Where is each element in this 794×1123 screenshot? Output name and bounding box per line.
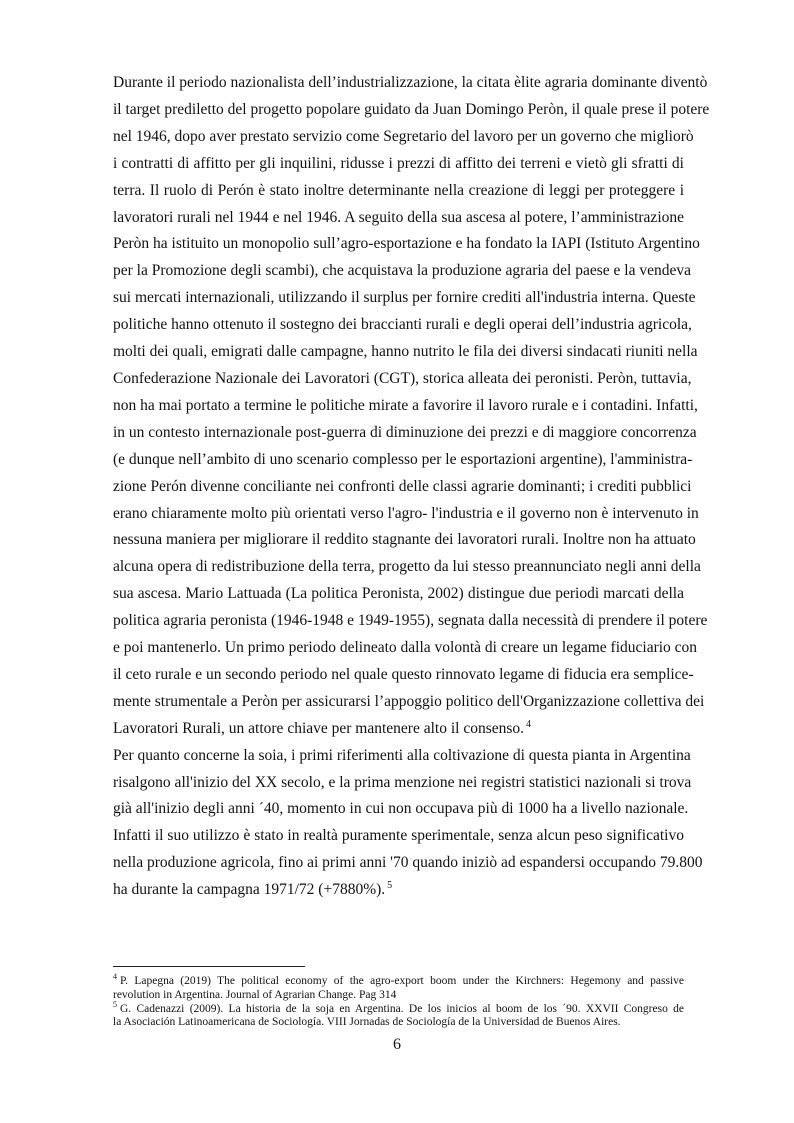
text-line	[113, 124, 694, 151]
text-line	[113, 662, 694, 689]
line-text: (e dunque nell’ambito di uno scenario complesso per le esportazioni argentine), l'amministra-	[113, 450, 693, 468]
text-line	[113, 366, 692, 393]
footnote-line	[113, 972, 684, 989]
line-text: nella produzione agricola, fino ai primi anni '70 quando iniziò ad espandersi occupando 79.800	[113, 854, 703, 872]
line-text: zione Perón divenne conciliante nei confronti delle classi agrarie dominanti; i crediti pubblici	[113, 477, 692, 495]
footnote-text: la Asociación Latinoamericana de Sociología. VIII Jornadas de Sociología de la Universidad de Buenos Aires.	[113, 1016, 621, 1029]
paragraph-2	[113, 743, 703, 904]
page-number: 6	[393, 1036, 401, 1053]
footnotes	[113, 972, 684, 1030]
text-line	[113, 178, 684, 205]
line-text: i contratti di affitto per gli inquilini, ridusse i prezzi di affitto dei terreni e vietò gli sfratti di	[113, 154, 684, 172]
line-text: politica agraria peronista (1946-1948 e 1949-1955), segnata dalla necessità di prendere il potere	[113, 612, 708, 630]
line-text: Lavoratori Rurali, un attore chiave per mantenere alto il consenso.	[113, 719, 525, 737]
text-line	[113, 393, 698, 420]
text-line	[113, 823, 684, 850]
footnote-reference[interactable]: 5	[387, 880, 393, 892]
text-line	[113, 770, 692, 797]
line-text: ha durante la campagna 1971/72 (+7880%).	[113, 881, 386, 899]
page-body	[113, 70, 710, 904]
text-line	[113, 420, 697, 447]
text-line	[113, 554, 701, 581]
text-line	[113, 850, 703, 877]
footnote-separator	[113, 966, 305, 967]
text-line	[113, 635, 698, 662]
footnote-text: G. Cadenazzi (2009). La historia de la soja en Argentina. De los inicios al boom de los ´90. XXVII Congreso de	[120, 1002, 684, 1015]
text-line	[113, 285, 696, 312]
line-text: erano chiaramente molto più orientati verso l'agro- l'industria e il governo non è intervenuto in	[113, 504, 699, 522]
footnote-number: 5	[113, 999, 117, 1009]
text-line	[113, 501, 699, 528]
text-line	[113, 474, 692, 501]
text-line	[113, 231, 700, 258]
line-text: Infatti il suo utilizzo è stato in realtà puramente sperimentale, senza alcun peso significativo	[113, 827, 684, 845]
line-text: terra. Il ruolo di Perón è stato inoltre determinante nella creazione di leggi per proteggere i	[113, 181, 684, 199]
line-text: sua ascesa. Mario Lattuada (La politica Peronista, 2002) distingue due periodi marcati della	[113, 585, 684, 603]
main-text	[113, 70, 710, 904]
footnote-reference[interactable]: 4	[526, 718, 532, 730]
line-text: mente strumentale a Peròn per assicurarsi l’appoggio politico dell'Organizzazione collettiva dei	[113, 692, 705, 710]
line-text: Peròn ha istituito un monopolio sull’agro-esportazione e ha fondato la IAPI (Istituto Argentino	[113, 235, 700, 253]
text-line	[113, 796, 689, 823]
line-text: il ceto rurale e un secondo periodo nel quale questo rinnovato legame di fiducia era semplice-	[113, 665, 694, 683]
text-line	[113, 581, 684, 608]
line-text: Durante il periodo nazionalista dell’industrializzazione, la citata èlite agraria dominante diventò	[113, 74, 708, 91]
line-text: Per quanto concerne la soia, i primi riferimenti alla coltivazione di questa pianta in Argentina	[113, 746, 691, 764]
line-text: il target prediletto del progetto popolare guidato da Juan Domingo Peròn, il quale prese il potere	[113, 100, 710, 118]
line-text: nessuna maniera per migliorare il reddito stagnante dei lavoratori rurali. Inoltre non ha attuato	[113, 531, 696, 549]
footnote-line	[113, 1016, 684, 1030]
footnote-line	[113, 989, 684, 1003]
line-text: nel 1946, dopo aver prestato servizio come Segretario del lavoro per un governo che migliorò	[113, 127, 694, 145]
text-line	[113, 312, 692, 339]
line-text: Confederazione Nazionale dei Lavoratori (CGT), storica alleata dei peronisti. Peròn, tuttavia,	[113, 369, 692, 387]
text-line	[113, 339, 698, 366]
text-line	[113, 689, 705, 716]
text-line	[113, 743, 691, 770]
paragraph-1	[113, 70, 710, 743]
footnote-item	[113, 999, 684, 1031]
text-line	[113, 205, 684, 232]
line-text: politiche hanno ottenuto il sostegno dei braccianti rurali e degli operai dell’industria agricola,	[113, 316, 692, 334]
line-text: e poi mantenerlo. Un primo periodo delineato dalla volontà di creare un legame fiduciario con	[113, 639, 698, 657]
footnote-item	[113, 972, 684, 1003]
line-text: risalgono all'inizio del XX secolo, e la prima menzione nei registri statistici nazionali si trova	[113, 773, 692, 791]
text-line	[113, 151, 684, 178]
line-text: lavoratori rurali nel 1944 e nel 1946. A seguito della sua ascesa al potere, l’amministrazione	[113, 208, 684, 226]
text-line	[113, 716, 684, 743]
line-text: già all'inizio degli anni ´40, momento in cui non occupava più di 1000 ha a livello nazionale.	[113, 800, 689, 818]
text-line	[113, 527, 696, 554]
line-text: in un contesto internazionale post-guerra di diminuzione dei prezzi e di maggiore concorrenza	[113, 423, 697, 441]
line-text: molti dei quali, emigrati dalle campagne, hanno nutrito le fila dei diversi sindacati riuniti nella	[113, 343, 698, 361]
text-line	[113, 258, 691, 285]
text-line	[113, 608, 708, 635]
text-line	[113, 70, 708, 97]
footnote-line	[113, 999, 684, 1017]
text-line	[113, 447, 693, 474]
line-text: alcuna opera di redistribuzione della terra, progetto da lui stesso preannunciato negli anni della	[113, 558, 701, 576]
footnote-text: revolution in Argentina. Journal of Agrarian Change. Pag 314	[113, 988, 397, 1001]
line-text: non ha mai portato a termine le politiche mirate a favorire il lavoro rurale e i contadini. Infatti,	[113, 396, 698, 414]
line-text: sui mercati internazionali, utilizzando il surplus per fornire crediti all'industria interna. Queste	[113, 289, 696, 307]
footnote-number: 4	[113, 972, 117, 982]
line-text: per la Promozione degli scambi), che acquistava la produzione agraria del paese e la vendeva	[113, 262, 691, 280]
text-line	[113, 877, 684, 904]
footnote-text: P. Lapegna (2019) The political economy of the agro‐export boom under the Kirchners: Hegemony and passive	[120, 975, 684, 987]
text-line	[113, 97, 710, 124]
